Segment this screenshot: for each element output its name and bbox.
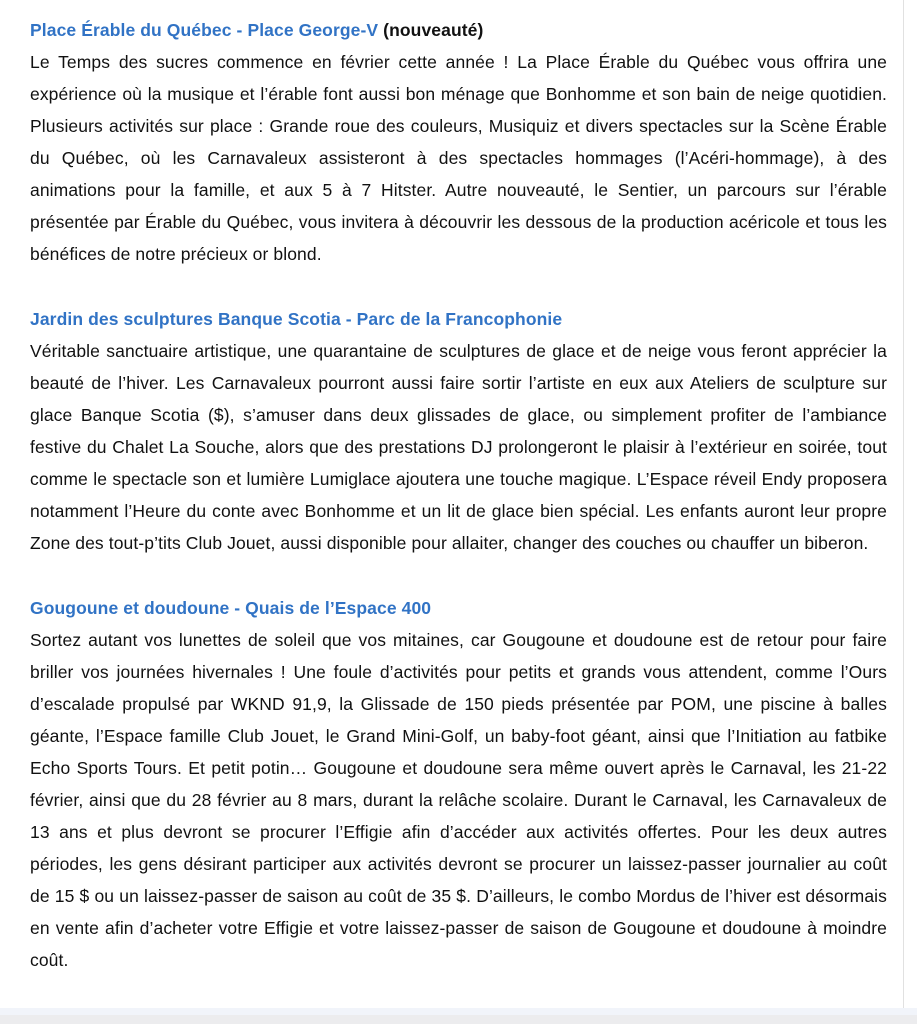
section-paragraph: Sortez autant vos lunettes de soleil que vos mitaines, car Gougoune et doudoune est de retour pour faire briller vos journées hivernales ! Une foule d’activités pour petits et grands vous attendent, comme l’Ours d’escalade propulsé par WKND 91,9, la Glissade de 150 pieds présentée par POM, une piscine à balles géante, l’Espace famille Club Jouet, le Grand Mini-Golf, un baby-foot géant, ainsi que l’Initiation au fatbike Echo Sports Tours. Et petit potin… Gougoune et doudoune sera même ouvert après le Carnaval, les 21-22 février, ainsi que du 28 février au 8 mars, durant la relâche scolaire. Durant le Carnaval, les Carnavaleux de 13 ans et plus devront se procurer l’Effigie afin d’accéder aux activités offertes. Pour les deux autres périodes, les gens désirant participer aux activités devront se procurer un laissez-passer journalier au coût de 15 $ ou un laissez-passer de saison au coût de 35 $. D’ailleurs, le combo Mordus de l’hiver est désormais en vente afin d’acheter votre Effigie et votre laissez-passer de saison de Gougoune et doudoune à moindre coût. bbox=[30, 630, 887, 970]
section-heading-nouveaute-label: (nouveauté) bbox=[378, 20, 484, 40]
section-jardin-sculptures bbox=[30, 303, 887, 559]
footer-strip-blue bbox=[0, 1008, 917, 1015]
section-heading-title: Gougoune et doudoune - Quais de l’Espace 400 bbox=[30, 598, 432, 618]
section-heading bbox=[30, 592, 887, 624]
section-gougoune-doudoune bbox=[30, 592, 887, 976]
section-heading-title: Place Érable du Québec - Place George-V bbox=[30, 20, 379, 40]
section-paragraph: Véritable sanctuaire artistique, une quarantaine de sculptures de glace et de neige vous feront apprécier la beauté de l’hiver. Les Carnavaleux pourront aussi faire sortir l’artiste en eux aux Ateliers de sculpture sur glace Banque Scotia ($), s’amuser dans deux glissades de glace, ou simplement profiter de l’ambiance festive du Chalet La Souche, alors que des prestations DJ prolongeront le plaisir à l’extérieur en soirée, tout comme le spectacle son et lumière Lumiglace ajoutera une touche magique. L’Espace réveil Endy proposera notamment l’Heure du conte avec Bonhomme et un lit de glace bien spécial. Les enfants auront leur propre Zone des tout-p’tits Club Jouet, aussi disponible pour allaiter, changer des couches ou chauffer un biberon. bbox=[30, 341, 887, 553]
section-heading bbox=[30, 14, 887, 46]
section-paragraph: Le Temps des sucres commence en février cette année ! La Place Érable du Québec vous offrira une expérience où la musique et l’érable font aussi bon ménage que Bonhomme et son bain de neige quotidien. Plusieurs activités sur place : Grande roue des couleurs, Musiquiz et divers spectacles sur la Scène Érable du Québec, où les Carnavaleux assisteront à des spectacles hommages (l’Acéri-hommage), à des animations pour la famille, et aux 5 à 7 Hitster. Autre nouveauté, le Sentier, un parcours sur l’érable présentée par Érable du Québec, vous invitera à découvrir les dessous de la production acéricole et tous les bénéfices de notre précieux or blond. bbox=[30, 52, 887, 264]
section-heading bbox=[30, 303, 887, 335]
footer-strip-gray bbox=[0, 1015, 917, 1024]
section-place-erable bbox=[30, 14, 887, 270]
section-heading-title: Jardin des sculptures Banque Scotia - Parc de la Francophonie bbox=[30, 309, 563, 329]
